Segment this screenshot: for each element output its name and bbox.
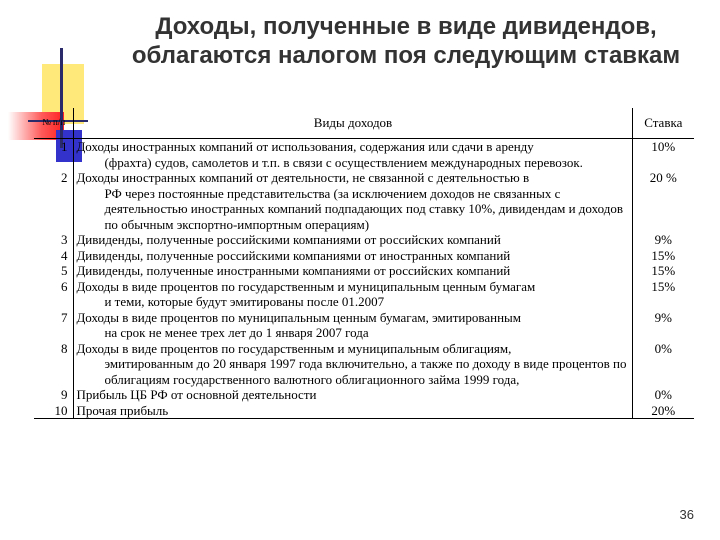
income-type-continuation: и теми, которые будут эмитированы после 01.2007	[104, 294, 385, 309]
table-row	[34, 263, 694, 279]
table-row	[34, 232, 694, 248]
income-type-text: Доходы в виде процентов по государственным и муниципальным ценным бумагам	[76, 278, 536, 294]
income-type-text: Доходы в виде процентов по государственным и муниципальным облигациям,	[76, 340, 512, 356]
income-type-cell	[74, 263, 632, 279]
row-number: 9	[60, 387, 68, 402]
table-row	[34, 248, 694, 264]
table-row	[34, 279, 694, 310]
income-type-continuation: эмитированным до 20 января 1997 года включительно, а также по доходу в виде процентов по облигациям государственного валютного облигационного займа 1999 года,	[104, 356, 627, 387]
row-number: 3	[60, 232, 68, 247]
income-type-continuation: (фрахта) судов, самолетов и т.п. в связи с осуществлением международных перевозок.	[104, 154, 583, 170]
table-row	[34, 403, 694, 419]
header-rate: Ставка	[632, 108, 694, 139]
table-row	[34, 341, 694, 388]
row-number: 7	[60, 309, 68, 325]
rate-cell: 20%	[632, 403, 694, 419]
rate-cell: 20 %	[649, 170, 677, 185]
rate-cell: 15%	[651, 278, 676, 294]
income-type-text: Дивиденды, полученные российскими компаниями от иностранных компаний	[76, 247, 511, 263]
income-type-cell	[74, 170, 632, 232]
page-number: 36	[679, 507, 694, 522]
dividends-tax-table	[34, 108, 694, 419]
table-header-row	[34, 108, 694, 139]
header-income-type: Виды доходов	[74, 108, 632, 139]
income-type-text: Доходы в виде процентов по муниципальным ценным бумагам, эмитированным	[76, 309, 521, 325]
income-type-cell	[74, 310, 632, 341]
income-type-cell	[74, 279, 632, 310]
table-row	[34, 310, 694, 341]
header-number: № п/п	[34, 108, 74, 139]
income-type-cell	[74, 341, 632, 388]
row-number: 1	[60, 139, 68, 154]
rate-cell: 9%	[654, 309, 672, 325]
income-type-text: Доходы иностранных компаний от использования, содержания или сдачи в аренду	[76, 139, 534, 154]
rate-cell: 9%	[654, 232, 672, 247]
income-type-cell	[74, 387, 632, 403]
income-type-cell	[74, 232, 632, 248]
rate-cell: 0%	[654, 387, 672, 402]
income-type-continuation: РФ через постоянные представительства (за исключением доходов не связанных с деятельностью иностранных компаний подпадающих под ставку 10%, дивидендам и доходов по обычным экспортно-импортным операциям)	[104, 185, 623, 232]
row-number: 4	[60, 247, 68, 263]
income-type-continuation: на срок не менее трех лет до 1 января 2007 года	[104, 325, 369, 340]
income-type-text: Дивиденды, полученные российскими компаниями от российских компаний	[76, 232, 501, 247]
income-type-cell	[74, 139, 632, 171]
row-number: 10	[34, 403, 74, 419]
table-row	[34, 139, 694, 171]
slide-title: Доходы, полученные в виде дивидендов, облагаются налогом поя следующим ставкам	[131, 13, 681, 69]
table-row	[34, 170, 694, 232]
rate-cell: 15%	[651, 247, 676, 263]
row-number: 5	[60, 263, 68, 278]
income-type-text: Доходы иностранных компаний от деятельности, не связанной с деятельностью в	[76, 170, 530, 185]
row-number: 2	[60, 170, 68, 185]
rate-cell: 0%	[654, 340, 672, 356]
table-row	[34, 387, 694, 403]
income-type-cell	[74, 248, 632, 264]
income-type-text: Дивиденды, полученные иностранными компаниями от российских компаний	[76, 263, 511, 278]
row-number: 8	[60, 340, 68, 356]
income-type-cell	[74, 403, 632, 419]
income-type-text: Прочая прибыль	[76, 402, 169, 418]
rate-cell: 15%	[651, 263, 676, 278]
income-type-text: Прибыль ЦБ РФ от основной деятельности	[76, 387, 317, 402]
row-number: 6	[60, 278, 68, 294]
rate-cell: 10%	[651, 139, 676, 154]
